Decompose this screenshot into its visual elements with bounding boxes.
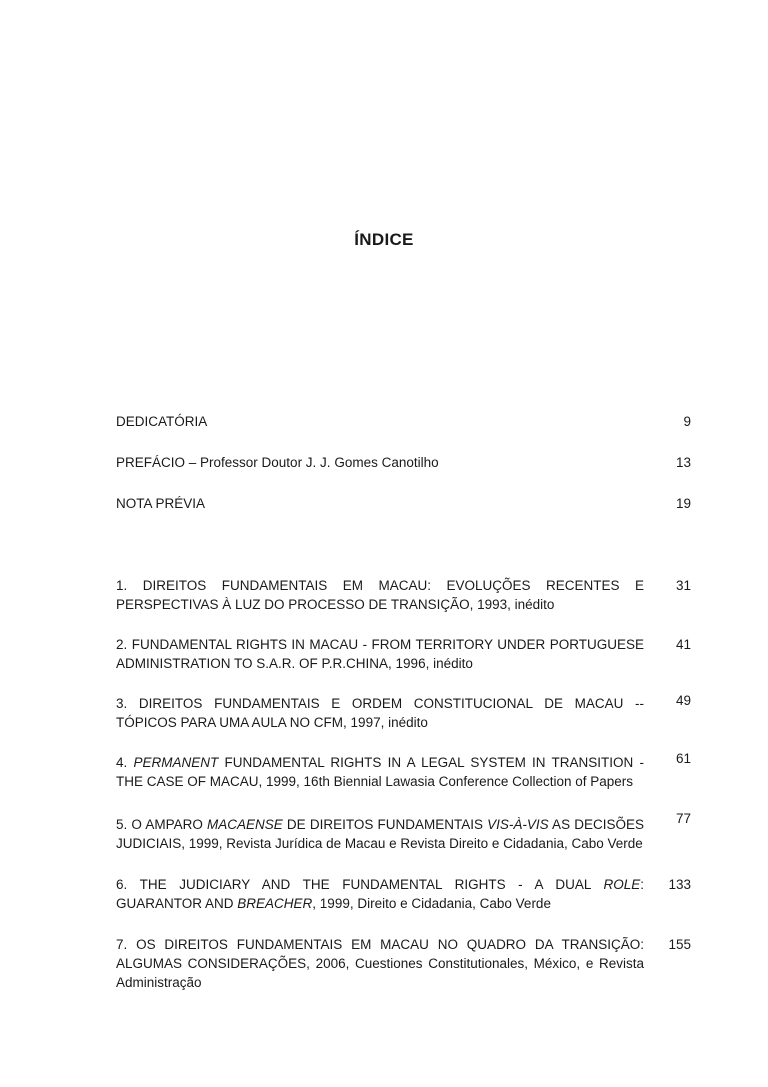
toc-entry-label xyxy=(116,635,644,673)
toc-entry-text: DE DIREITOS FUNDAMENTAIS xyxy=(282,817,488,832)
toc-entry-label xyxy=(116,753,644,791)
toc-entry-text: 6. THE JUDICIARY AND THE FUNDAMENTAL RIGHTS - A DUAL xyxy=(116,877,604,892)
toc-entry-page: 9 xyxy=(683,414,691,429)
toc-entry-page: 19 xyxy=(675,496,691,511)
toc-entry-text: FUNDAMENTAL RIGHTS IN A LEGAL SYSTEM IN TRANSITION - THE CASE OF MACAU, 1999, 16th Biennial Lawasia Conference Collection of Papers xyxy=(116,755,644,789)
toc-entry-page: 133 xyxy=(668,877,691,892)
toc-entry-page: 155 xyxy=(668,937,691,952)
toc-entry-text: 5. O AMPARO xyxy=(116,817,207,832)
toc-entry-label: NOTA PRÉVIA xyxy=(116,496,206,511)
toc-entry-label xyxy=(116,935,644,992)
toc-entry-page: 49 xyxy=(675,693,691,708)
toc-entry-italic-text: ROLE xyxy=(603,877,641,892)
toc-entry-italic-text: BREACHER xyxy=(237,896,313,911)
toc-entry-page: 31 xyxy=(675,578,691,593)
toc-entry-text: : GUARANTOR AND xyxy=(116,877,644,911)
toc-entry-label xyxy=(116,815,644,853)
toc-entry-label xyxy=(116,875,644,913)
toc-entry-italic-text: PERMANENT xyxy=(133,755,219,770)
toc-entry-label: DEDICATÓRIA xyxy=(116,414,208,429)
toc-entry-page: 13 xyxy=(675,455,691,470)
toc-entry-page: 61 xyxy=(675,751,691,766)
toc-entry-label xyxy=(116,576,644,614)
toc-entry-italic-text: MACAENSE xyxy=(206,817,283,832)
toc-entry-text: AS DECISÕES JUDICIAIS, 1999, Revista Jurídica de Macau e Revista Direito e Cidadania, Cabo Verde xyxy=(116,817,644,851)
toc-entry-label xyxy=(116,694,644,732)
toc-entry-text: 7. OS DIREITOS FUNDAMENTAIS EM MACAU NO QUADRO DA TRANSIÇÃO: ALGUMAS CONSIDERAÇÕES, 2006, Cuestiones Constitutionales, México, e Revista Administração xyxy=(116,937,644,990)
toc-entry-label: PREFÁCIO – Professor Doutor J. J. Gomes Canotilho xyxy=(116,455,439,470)
toc-entry-page: 41 xyxy=(675,637,691,652)
toc-entry-page: 77 xyxy=(675,811,691,826)
toc-entry-text: 2. FUNDAMENTAL RIGHTS IN MACAU - FROM TERRITORY UNDER PORTUGUESE ADMINISTRATION TO S.A.R. OF P.R.CHINA, 1996, inédito xyxy=(116,637,644,671)
page-title: ÍNDICE xyxy=(354,230,414,249)
toc-entry-text: , 1999, Direito e Cidadania, Cabo Verde xyxy=(312,896,551,911)
toc-entry-italic-text: VIS-À-VIS xyxy=(487,817,549,832)
toc-entry-text: 1. DIREITOS FUNDAMENTAIS EM MACAU: EVOLUÇÕES RECENTES E PERSPECTIVAS À LUZ DO PROCESSO DE TRANSIÇÃO, 1993, inédito xyxy=(116,578,644,612)
toc-entry-text: 4. xyxy=(116,755,134,770)
toc-entry-text: 3. DIREITOS FUNDAMENTAIS E ORDEM CONSTITUCIONAL DE MACAU -- TÓPICOS PARA UMA AULA NO CFM, 1997, inédito xyxy=(116,696,644,730)
